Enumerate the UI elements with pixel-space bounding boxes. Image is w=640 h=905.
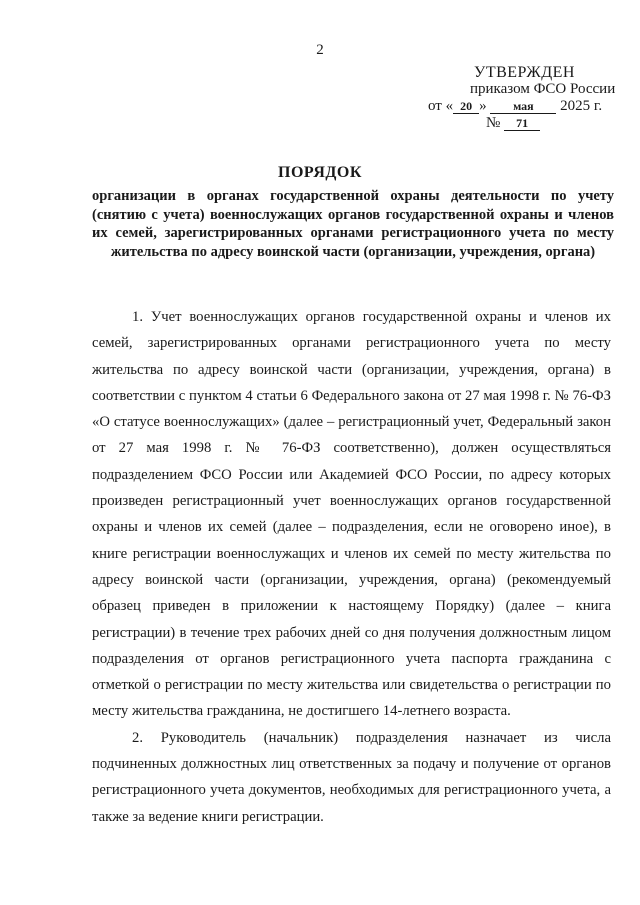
order-number: 71	[504, 117, 540, 131]
date-prefix: от «	[428, 98, 454, 114]
approval-heading: УТВЕРЖДЕН	[474, 64, 575, 81]
paragraph-1: 1. Учет военнослужащих органов государственной охраны и членов их семей, зарегистрированных органами регистрационного учета по месту жительства по адресу воинской части (организации, учреждения, органа) в соответствии с пунктом 4 статьи 6 Федерального закона от 27 мая 1998 г. № 76-ФЗ «О статусе военнослужащих» (далее – регистрационный учет, Федеральный закон от 27 мая 1998 г. № 76-ФЗ соответственно), должен осуществляться подразделением ФСО России или Академией ФСО России, по адресу которых произведен регистрационный учет военнослужащих органов государственной охраны и членов их семей (далее – подразделения, если не оговорено иное), в книге регистрации военнослужащих и членов их семей по месту жительства по адресу воинской части (организации, учреждения, органа) (рекомендуемый образец приведен в приложении к настоящему Порядку) (далее – книга регистрации) в течение трех рабочих дней со дня получения должностным лицом подразделения от органов регистрационного учета паспорта гражданина с отметкой о регистрации по месту жительства или свидетельства о регистрации по месту жительства гражданина, не достигшего 14-летнего возраста.	[92, 309, 611, 720]
document-body	[92, 304, 611, 830]
date-day: 20	[453, 100, 479, 114]
approval-date	[420, 98, 620, 115]
date-year: 2025 г.	[560, 98, 603, 114]
approval-block	[420, 64, 620, 132]
approval-order: приказом ФСО России	[470, 81, 616, 97]
document-title: ПОРЯДОК	[278, 164, 362, 181]
date-mid: »	[479, 98, 487, 114]
paragraph-2: 2. Руководитель (начальник) подразделения назначает из числа подчиненных должностных лиц ответственных за подачу и получение от органов регистрационного учета документов, необходимых для регистрационного учета, а также за ведение книги регистрации.	[92, 729, 611, 825]
number-prefix: №	[486, 115, 501, 131]
date-month: мая	[490, 100, 556, 114]
document-subtitle: организации в органах государственной охраны деятельности по учету (снятию с учета) военнослужащих органов государственной охраны и членов их семей, зарегистрированных органами регистрационного учета по месту жительства по адресу воинской части (организации, учреждения, органа)	[92, 188, 614, 260]
approval-number	[420, 115, 620, 132]
page-number: 2	[316, 42, 324, 58]
